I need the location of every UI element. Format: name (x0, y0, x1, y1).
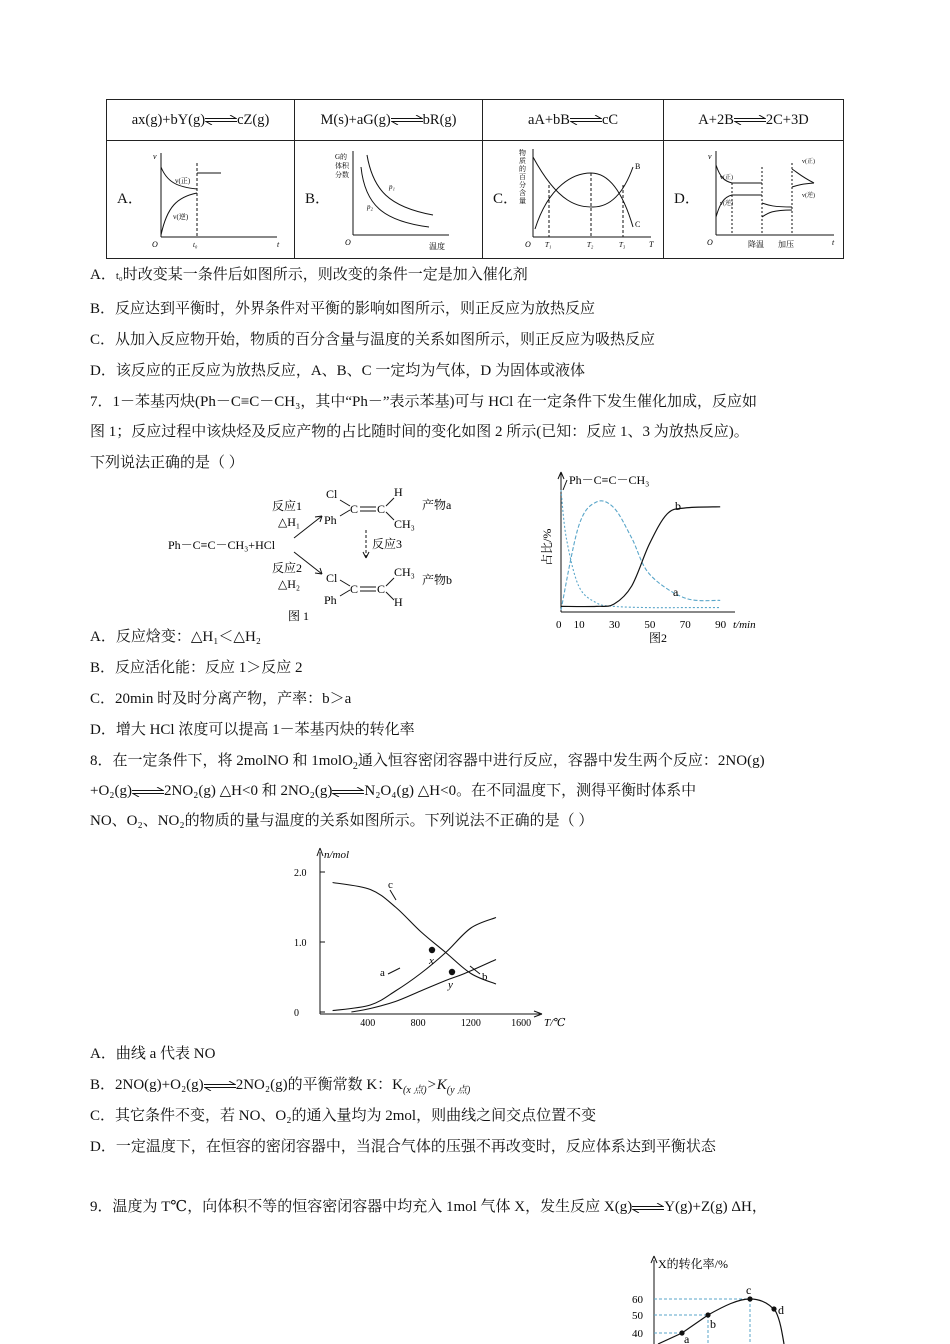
tick-label: T₁ (545, 241, 552, 249)
x-tick-label: 50 (644, 619, 656, 631)
header-2: M(s)+aG(g) bR(g) (295, 100, 483, 141)
option-label: B． (305, 191, 331, 207)
cool-fwd (762, 203, 792, 207)
q6-option-c: C．从加入反应物开始，物质的百分含量与温度的关系如图所示，则正反应为吸热反应 (90, 332, 656, 348)
dh1-label: △H₁ (278, 515, 301, 529)
y-tick-label: 1.0 (294, 938, 307, 949)
reaction-3-label: 反应3 (372, 537, 403, 551)
y-tick-label: 0 (294, 1008, 299, 1019)
legend-alkyne: Ph－C≡C－CH₃ (569, 473, 650, 487)
axis-label: 物 (519, 149, 526, 157)
y-ticks (632, 1294, 644, 1340)
point-c-label: c (746, 1283, 752, 1297)
axis-label: 含 (519, 189, 526, 197)
atom: H (394, 485, 403, 499)
x-tick-label: 400 (360, 1018, 376, 1029)
press-rev (792, 183, 814, 187)
bond (340, 500, 350, 506)
atom: C (350, 582, 359, 596)
x-tick-label: 1600 (511, 1018, 532, 1029)
cool-rev (762, 210, 792, 217)
equilibrium-arrow (632, 1203, 664, 1213)
atom: Ph (324, 593, 337, 607)
axis-label: 分 (519, 181, 526, 189)
atom: Cl (326, 487, 338, 501)
axis-label: 的 (519, 165, 526, 173)
atom: C (377, 582, 386, 596)
curve-label-b: b (675, 499, 681, 513)
curve-p1 (367, 155, 433, 215)
x-tick-label: 90 (715, 619, 727, 631)
q8-option-a: A．曲线 a 代表 NO (90, 1046, 216, 1062)
graph-c (519, 145, 659, 255)
curve-label: p₁ (389, 183, 395, 191)
reaction-1-label: 反应1 (272, 499, 303, 513)
point-d (771, 1306, 776, 1311)
curve-p2 (361, 167, 429, 227)
label-pointer (390, 890, 396, 900)
header-3: aA+bB cC (483, 100, 664, 141)
x-tick-label: 0 (556, 619, 562, 631)
q6-option-a: A．t₀时改变某一条件后如图所示，则改变的条件一定是加入催化剂 (90, 267, 528, 283)
q8-chart (290, 842, 580, 1037)
legend-pointer (563, 480, 567, 490)
point-y-label: y (448, 979, 453, 991)
figure-1-reaction-scheme (160, 476, 480, 626)
y-axis-label: 占比/% (540, 528, 554, 566)
y-tick-label: 60 (632, 1294, 643, 1306)
series-b (561, 507, 720, 607)
tick-label: t₀ (193, 241, 198, 249)
q8-option-c: C．其它条件不变，若 NO、O₂的通入量均为 2mol，则曲线之间交点位置不变 (90, 1108, 597, 1124)
x-tick-label: 10 (573, 619, 585, 631)
q7-option-d: D．增大 HCl 浓度可以提高 1－苯基丙炔的转化率 (90, 722, 415, 738)
q9-chart (628, 1252, 798, 1344)
axis-ticks (294, 868, 531, 1029)
dh2-label: △H₂ (278, 577, 301, 591)
bond (386, 498, 394, 506)
equilibrium-arrow (734, 115, 766, 125)
q7-option-b: B．反应活化能：反应 1＞反应 2 (90, 660, 303, 676)
curve-b (533, 157, 633, 207)
cell-a (107, 141, 295, 259)
y-axis-label: n/mol (324, 849, 350, 861)
tick-label: T₃ (619, 241, 626, 249)
figure-1-caption: 图 1 (288, 609, 310, 623)
atom: C (350, 502, 359, 516)
axis-label: 分数 (335, 171, 349, 179)
x-tick-label: 800 (410, 1018, 426, 1029)
press-fwd (792, 169, 814, 183)
q6-option-d: D．该反应的正反应为放热反应，A、B、C 一定均为气体，D 为固体或液体 (90, 363, 586, 379)
atom: CH₃ (394, 517, 415, 531)
axis-label: 温度 (429, 242, 445, 251)
tick-label: 降温 (748, 240, 764, 249)
axis-label: 量 (519, 197, 526, 205)
curve-a-label: a (380, 967, 385, 979)
curve-label: v(正) (802, 159, 815, 165)
bond (386, 578, 394, 586)
reaction-2-label: 反应2 (272, 561, 303, 575)
origin: O (152, 240, 158, 249)
point-a-label: a (684, 1332, 690, 1344)
curve-c-label: c (388, 879, 393, 891)
q7-option-c: C．20min 时及时分离产物，产率：b＞a (90, 691, 352, 707)
equilibrium-arrow (204, 1081, 236, 1091)
point-x-label: x (429, 955, 434, 967)
bond (340, 590, 350, 596)
axis-label: v (153, 152, 157, 161)
axis-label: G的 (335, 153, 348, 161)
equilibrium-arrow (391, 115, 423, 125)
q7-option-a: A．反应焓变：△H₁＜△H₂ (90, 629, 262, 645)
axis-label: t (832, 238, 835, 247)
curve-label: v(逆) (173, 213, 189, 221)
curve-label: C (635, 220, 641, 229)
q8-option-b: B．2NO(g)+O₂(g) 2NO₂(g)的平衡常数 K：$K_{(x 点)}>K_{(y 点)}$ (90, 1077, 471, 1096)
reactant: Ph－C≡C－CH₃+HCl (168, 538, 276, 552)
figure-2-caption: 图2 (649, 631, 668, 645)
option-label: C． (493, 191, 519, 207)
equilibrium-arrow (205, 115, 237, 125)
graph-a (147, 147, 287, 252)
x-ticks (556, 619, 727, 631)
product-b-label: 产物b (422, 573, 453, 587)
curve-label: v(逆) (802, 193, 815, 199)
point-b-label: b (710, 1317, 716, 1331)
bond (386, 592, 394, 600)
x-axis-label: T/℃ (544, 1017, 566, 1029)
figure-2-chart (535, 466, 765, 646)
q8-stem-2: +O₂(g) 2NO₂(g) △H<0 和 2NO₂(g) N₂O₄(g) △H<0。在不同温度下，测得平衡时体系中 (90, 783, 697, 799)
x-tick-label: 30 (609, 619, 621, 631)
atom: Ph (324, 513, 337, 527)
atom: C (377, 502, 386, 516)
option-label: D． (674, 191, 700, 207)
origin: O (345, 238, 351, 247)
axis-label: 体积 (335, 162, 349, 170)
chart-title: X的转化率/% (658, 1257, 728, 1271)
tick-label: 加压 (778, 240, 794, 249)
bond (340, 580, 350, 586)
y-tick-label: 50 (632, 1310, 643, 1322)
curve-label: v(逆) (720, 201, 733, 207)
origin: O (525, 240, 531, 249)
atom: CH₃ (394, 565, 415, 579)
curve-b-label: b (482, 971, 488, 983)
q8-stem-3: NO、O₂、NO₂的物质的量与温度的关系如图所示。下列说法不正确的是（ ） (90, 813, 594, 829)
tick-label: T₂ (587, 241, 594, 249)
q7-stem-2: 图 1；反应过程中该炔烃及反应产物的占比随时间的变化如图 2 所示(已知：反应 1、3 为放热反应)。 (90, 424, 749, 440)
curve-a (333, 918, 496, 1011)
curve-c (535, 173, 633, 229)
axis-label: 质 (519, 157, 526, 165)
point-x (429, 947, 435, 953)
bond (340, 510, 350, 516)
axis-label: v (708, 152, 712, 161)
q7-stem-3: 下列说法正确的是（ ） (90, 455, 244, 471)
label-pointer (388, 968, 400, 974)
q6-option-b: B．反应达到平衡时，外界条件对平衡的影响如图所示，则正反应为放热反应 (90, 301, 596, 317)
cell-c (483, 141, 664, 259)
equilibrium-arrow (332, 787, 364, 797)
curve-label: v(正) (720, 175, 733, 181)
point-c (747, 1296, 752, 1301)
curve-label: v(正) (175, 177, 191, 185)
point-d-label: d (778, 1303, 784, 1317)
product-a-label: 产物a (422, 498, 452, 512)
axis-label: T (649, 240, 654, 249)
q8-stem-1: 8．在一定条件下，将 2molNO 和 1molO$_2$通入恒容密闭容器中进行反应，容器中发生两个反应：2NO(g) (90, 753, 765, 772)
graph-b (329, 145, 479, 253)
curve-label: p₂ (367, 203, 373, 211)
x-axis-label: t/min (733, 619, 756, 631)
curve-label-a: a (673, 585, 679, 599)
y-tick-label: 40 (632, 1328, 643, 1340)
cell-d (664, 141, 844, 259)
reaction-table (106, 99, 844, 259)
curve-label: B (635, 162, 641, 171)
equilibrium-arrow (132, 787, 164, 797)
header-1: ax(g)+bY(g) cZ(g) (107, 100, 295, 141)
y-tick-label: 2.0 (294, 868, 307, 879)
header-4: A+2B 2C+3D (664, 100, 844, 141)
q9-stem-1: 9．温度为 T℃，向体积不等的恒容密闭容器中均充入 1mol 气体 X，发生反应 X(g) Y(g)+Z(g) ΔH， (90, 1199, 767, 1215)
conversion-curve (658, 1299, 784, 1344)
q8-option-d: D．一定温度下，在恒容的密闭容器中，当混合气体的压强不再改变时，反应体系达到平衡状态 (90, 1139, 716, 1155)
q7-stem-1: 7．1－苯基丙炔(Ph－C≡C－CH₃，其中“Ph－”表示苯基)可与 HCl 在一定条件下发生催化加成，反应如 (90, 394, 758, 410)
graph-d (702, 147, 842, 252)
origin: O (707, 238, 713, 247)
curve-c (333, 883, 496, 985)
x-tick-label: 70 (679, 619, 691, 631)
axis-label: 百 (519, 173, 526, 181)
atom: Cl (326, 571, 338, 585)
x-tick-label: 1200 (460, 1018, 481, 1029)
series-a (561, 501, 720, 610)
atom: H (394, 595, 403, 609)
bond (386, 512, 394, 520)
point-y (449, 969, 455, 975)
equilibrium-arrow (570, 115, 602, 125)
cell-b (295, 141, 483, 259)
option-label: A． (117, 191, 143, 207)
axis-label: t (277, 240, 280, 249)
